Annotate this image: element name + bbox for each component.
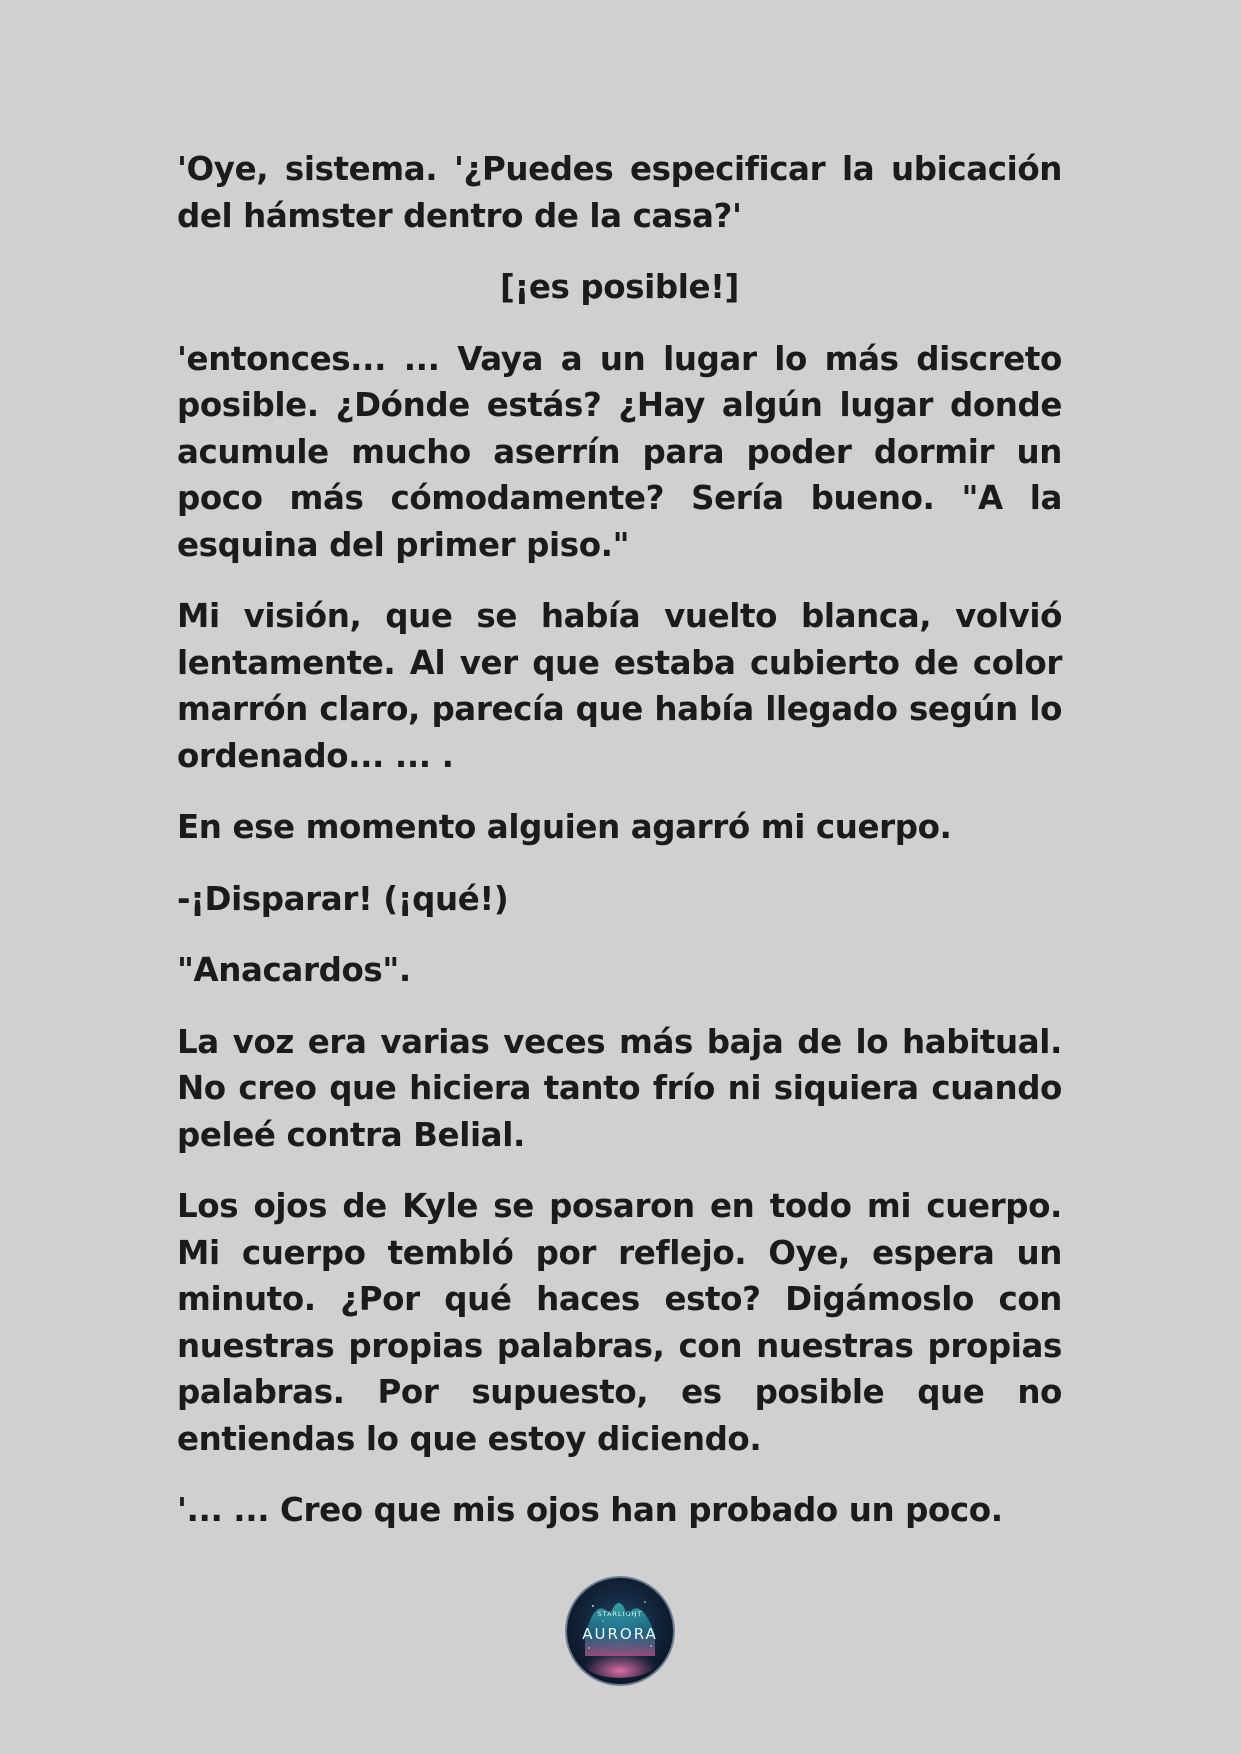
paragraph-5: En ese momento alguien agarró mi cuerpo. [177, 808, 952, 846]
paragraph-7: "Anacardos". [177, 951, 411, 989]
logo-top-text: STARLIGHT [597, 1610, 643, 1618]
paragraph-3: 'entonces... ... Vaya a un lugar lo más discreto posible. ¿Dónde estás? ¿Hay algún lugar donde acumule mucho aserrín para poder dormir un poco más cómodamente? Sería bueno. "A la esquina del primer piso." [177, 339, 1062, 564]
paragraph-6: -¡Disparar! (¡qué!) [177, 879, 509, 918]
paragraph-8: La voz era varias veces más baja de lo habitual. No creo que hiciera tanto frío ni siquiera cuando peleé contra Belial. [177, 1022, 1062, 1154]
paragraph-1: 'Oye, sistema. '¿Puedes especificar la ubicación del hámster dentro de la casa?' [177, 150, 1062, 235]
aurora-logo-icon [565, 1576, 675, 1686]
paragraph-4: Mi visión, que se había vuelto blanca, volvió lentamente. Al ver que estaba cubierto de color marrón claro, parecía que había llegado según lo ordenado... ... . [177, 597, 1062, 775]
paragraph-9: Los ojos de Kyle se posaron en todo mi cuerpo. Mi cuerpo tembló por reflejo. Oye, espera un minuto. ¿Por qué haces esto? Digámoslo con nuestras propias palabras, con nuestras propias palabras. Por supuesto, es posible que no entiendas lo que estoy diciendo. [177, 1187, 1062, 1458]
paragraph-2: [¡es posible!] [500, 268, 739, 306]
document-body [177, 146, 1062, 1559]
paragraph-10: '... ... Creo que mis ojos han probado un poco. [177, 1491, 1003, 1529]
logo-name: AURORA [582, 1625, 658, 1643]
